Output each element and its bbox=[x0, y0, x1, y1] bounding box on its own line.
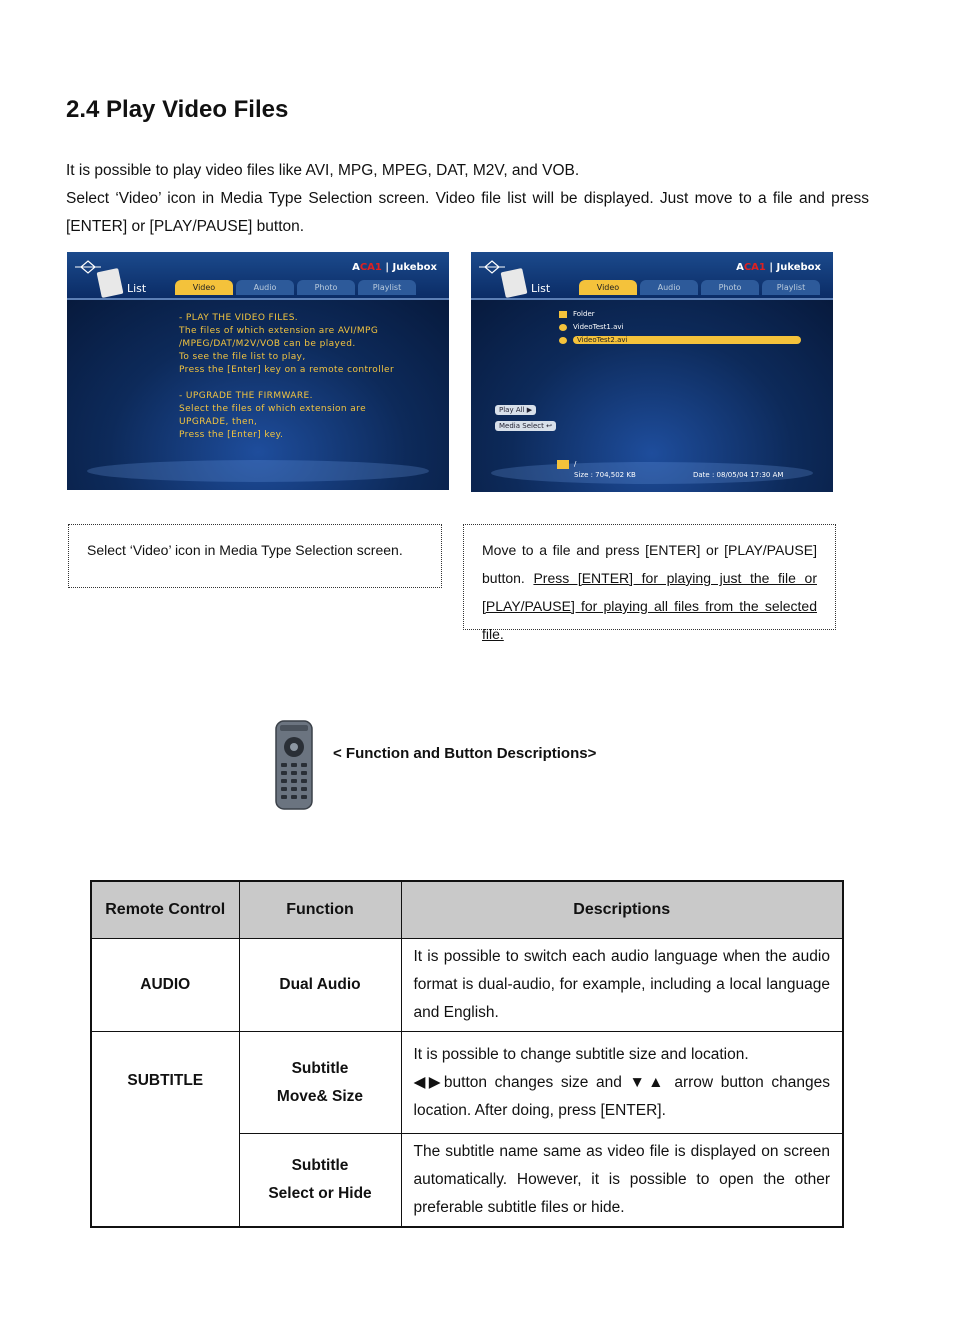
cell-description bbox=[401, 1032, 843, 1134]
screenshot-video-file-list bbox=[471, 252, 833, 492]
function-table bbox=[90, 880, 844, 1228]
tab-playlist[interactable]: Playlist bbox=[358, 280, 416, 295]
cell-control: AUDIO bbox=[91, 939, 239, 1032]
folder-open-icon bbox=[557, 460, 569, 469]
intro-line-2: Select ‘Video’ icon in Media Type Selection screen. Video file list will be displayed. Just move to a file and press [ENTER] or [PLAY/PAUSE] button. bbox=[66, 190, 869, 235]
header-function: Function bbox=[239, 881, 401, 939]
cell-description: The subtitle name same as video file is displayed on screen automatically. However, it is possible to open the other preferable subtitle files or hide. bbox=[401, 1134, 843, 1228]
callout-underlined-text: Press [ENTER] for playing just the file or [PLAY/PAUSE] for playing all files from the selected file. bbox=[482, 570, 817, 642]
video-help-message: - PLAY THE VIDEO FILES. The files of which extension are AVI/MPG /MPEG/DAT/M2V/VOB can be played. To see the file list to play, Press the [Enter] key on a remote controller - UPGRADE THE FIRMWARE. Select the files of which extension are UPGRADE, then, Press the [Enter] key. bbox=[179, 313, 395, 440]
cell-function bbox=[239, 1032, 401, 1134]
current-path: / bbox=[574, 460, 577, 468]
tab-audio[interactable]: Audio bbox=[236, 280, 294, 295]
screenshot-media-type-selection bbox=[67, 252, 449, 490]
tab-video[interactable]: Video bbox=[175, 280, 233, 295]
table-header-row bbox=[91, 881, 843, 939]
floor-glow bbox=[87, 460, 429, 482]
video-file-icon bbox=[559, 324, 567, 331]
description-line: It is possible to change subtitle size and location. bbox=[413, 1045, 749, 1063]
callout-text: Move to a file and press [ENTER] or [PLAY/PAUSE] button. bbox=[482, 542, 817, 586]
list-label: List bbox=[127, 282, 147, 295]
header-descriptions: Descriptions bbox=[401, 881, 843, 939]
cell-function: Dual Audio bbox=[239, 939, 401, 1032]
list-card-icon bbox=[501, 268, 528, 298]
media-tabs bbox=[175, 280, 416, 295]
function-line: Subtitle bbox=[291, 1157, 349, 1174]
screen-topbar bbox=[471, 252, 833, 300]
file-date: Date : 08/05/04 17:30 AM bbox=[693, 471, 784, 479]
play-all-button[interactable]: Play All ▶ bbox=[495, 405, 536, 415]
file-name: VideoTest2.avi bbox=[573, 336, 801, 344]
jukebox-logo: ACA1 | Jukebox bbox=[352, 262, 437, 273]
cell-description: It is possible to switch each audio language when the audio format is dual-audio, for example, including a local language and English. bbox=[401, 939, 843, 1032]
tab-photo[interactable]: Photo bbox=[701, 280, 759, 295]
jukebox-logo: ACA1 | Jukebox bbox=[736, 262, 821, 273]
function-line: Move& Size bbox=[276, 1087, 364, 1105]
header-remote-control: Remote Control bbox=[91, 881, 239, 939]
file-item-folder[interactable] bbox=[559, 310, 595, 318]
function-line: Select or Hide bbox=[268, 1185, 372, 1202]
description-line: ◀▶button changes size and ▼▲ arrow button changes location. After doing, press [ENTER]. bbox=[413, 1073, 830, 1119]
function-line: Subtitle bbox=[291, 1059, 349, 1077]
tab-video[interactable]: Video bbox=[579, 280, 637, 295]
screen-topbar bbox=[67, 252, 449, 300]
tab-playlist[interactable]: Playlist bbox=[762, 280, 820, 295]
tab-audio[interactable]: Audio bbox=[640, 280, 698, 295]
remote-control-icon bbox=[273, 719, 315, 811]
function-descriptions-caption: < Function and Button Descriptions> bbox=[333, 745, 597, 762]
intro-line-1: It is possible to play video files like AVI, MPG, MPEG, DAT, M2V, and VOB. bbox=[66, 162, 580, 179]
file-size: Size : 704,502 KB bbox=[574, 471, 636, 479]
callout-select-video bbox=[68, 524, 442, 588]
table-row bbox=[91, 1032, 843, 1134]
cell-control: SUBTITLE bbox=[91, 1032, 239, 1228]
screen-body bbox=[471, 300, 833, 492]
cell-function bbox=[239, 1134, 401, 1228]
tab-photo[interactable]: Photo bbox=[297, 280, 355, 295]
table-row bbox=[91, 939, 843, 1032]
folder-icon bbox=[559, 311, 567, 318]
file-item-videotest2[interactable] bbox=[559, 336, 801, 344]
video-file-icon bbox=[559, 337, 567, 344]
list-label: List bbox=[531, 282, 551, 295]
page-title: 2.4 Play Video Files bbox=[66, 96, 289, 123]
callout-text: Select ‘Video’ icon in Media Type Selection screen. bbox=[87, 542, 403, 558]
file-item-videotest1[interactable] bbox=[559, 323, 623, 331]
media-select-button[interactable]: Media Select ↩ bbox=[495, 421, 556, 431]
media-tabs bbox=[579, 280, 820, 295]
callout-move-to-file bbox=[463, 524, 836, 642]
file-name: VideoTest1.avi bbox=[573, 323, 624, 331]
list-card-icon bbox=[97, 268, 124, 298]
file-name: Folder bbox=[573, 310, 595, 318]
